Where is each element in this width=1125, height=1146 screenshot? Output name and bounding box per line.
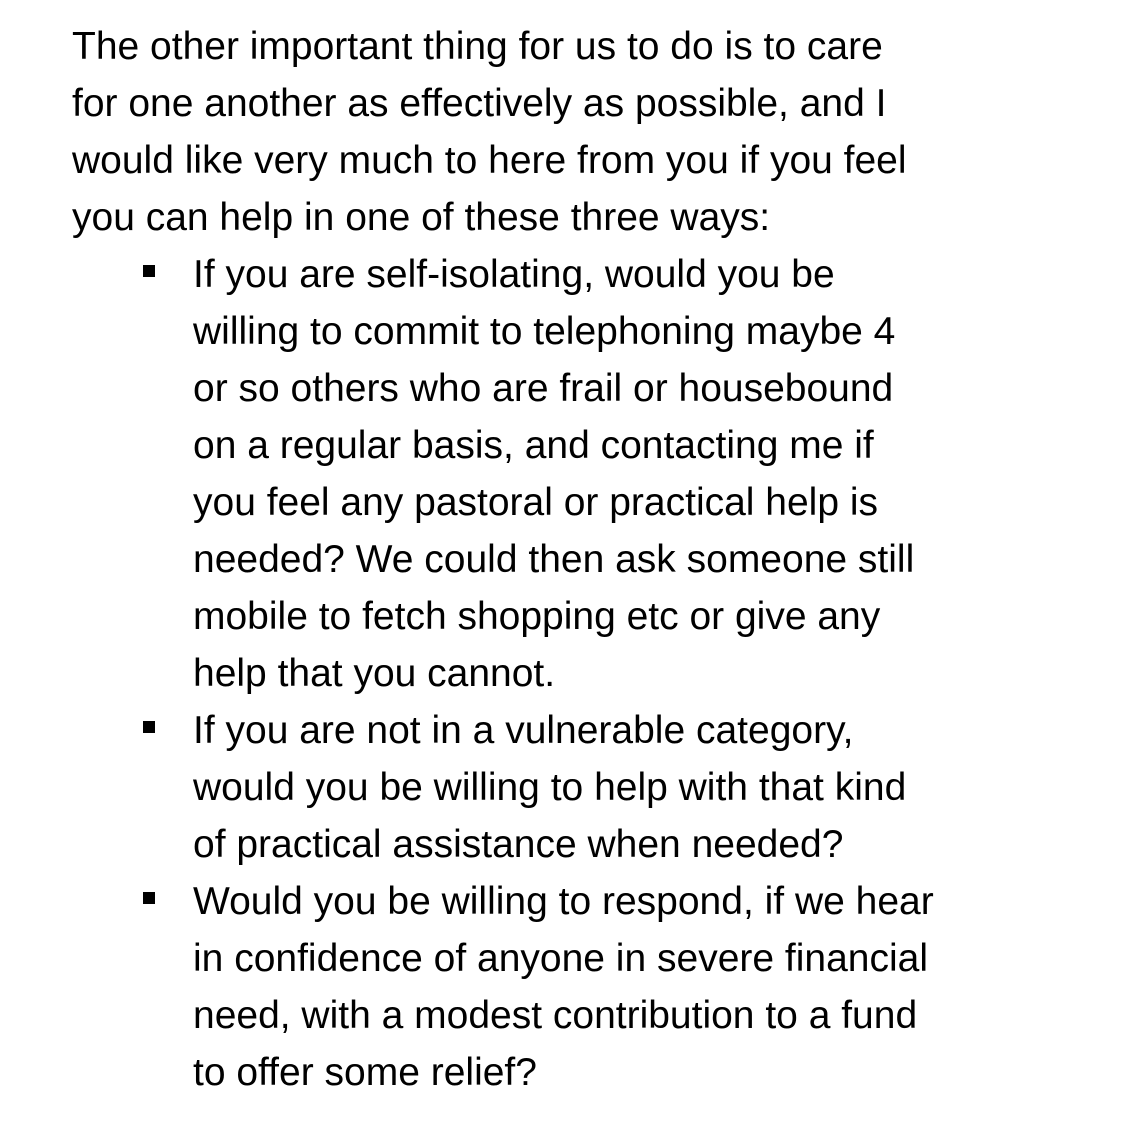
bullet-line: on a regular basis, and contacting me if <box>193 424 874 467</box>
bullet-line: to offer some relief? <box>193 1051 537 1094</box>
bullet-line: need, with a modest contribution to a fund <box>193 994 918 1037</box>
square-bullet-icon <box>143 892 155 904</box>
bullet-item-financial-contribution <box>72 873 1102 1101</box>
intro-line: for one another as effectively as possible, and I <box>72 82 887 125</box>
square-bullet-icon <box>143 265 155 277</box>
intro-line: would like very much to here from you if you feel <box>72 139 907 182</box>
document-body <box>72 18 1102 1101</box>
bullet-item-practical-assistance <box>72 702 1102 873</box>
bullet-line: needed? We could then ask someone still <box>193 538 915 581</box>
intro-line: The other important thing for us to do is to care <box>72 25 883 68</box>
intro-line: you can help in one of these three ways: <box>72 196 771 239</box>
bullet-line: or so others who are frail or housebound <box>193 367 894 410</box>
bullet-line: willing to commit to telephoning maybe 4 <box>193 310 896 353</box>
bullet-line: you feel any pastoral or practical help is <box>193 481 879 524</box>
bullet-item-self-isolating <box>72 246 1102 702</box>
bullet-line: If you are self-isolating, would you be <box>193 253 835 296</box>
bullet-line: in confidence of anyone in severe financial <box>193 937 928 980</box>
square-bullet-icon <box>143 721 155 733</box>
bullet-line: Would you be willing to respond, if we hear <box>193 880 934 923</box>
bullet-line: mobile to fetch shopping etc or give any <box>193 595 881 638</box>
bullet-list <box>72 246 1102 1101</box>
intro-paragraph <box>72 18 1102 246</box>
bullet-line: of practical assistance when needed? <box>193 823 844 866</box>
bullet-line: would you be willing to help with that kind <box>193 766 907 809</box>
bullet-line: If you are not in a vulnerable category, <box>193 709 854 752</box>
bullet-line: help that you cannot. <box>193 652 556 695</box>
